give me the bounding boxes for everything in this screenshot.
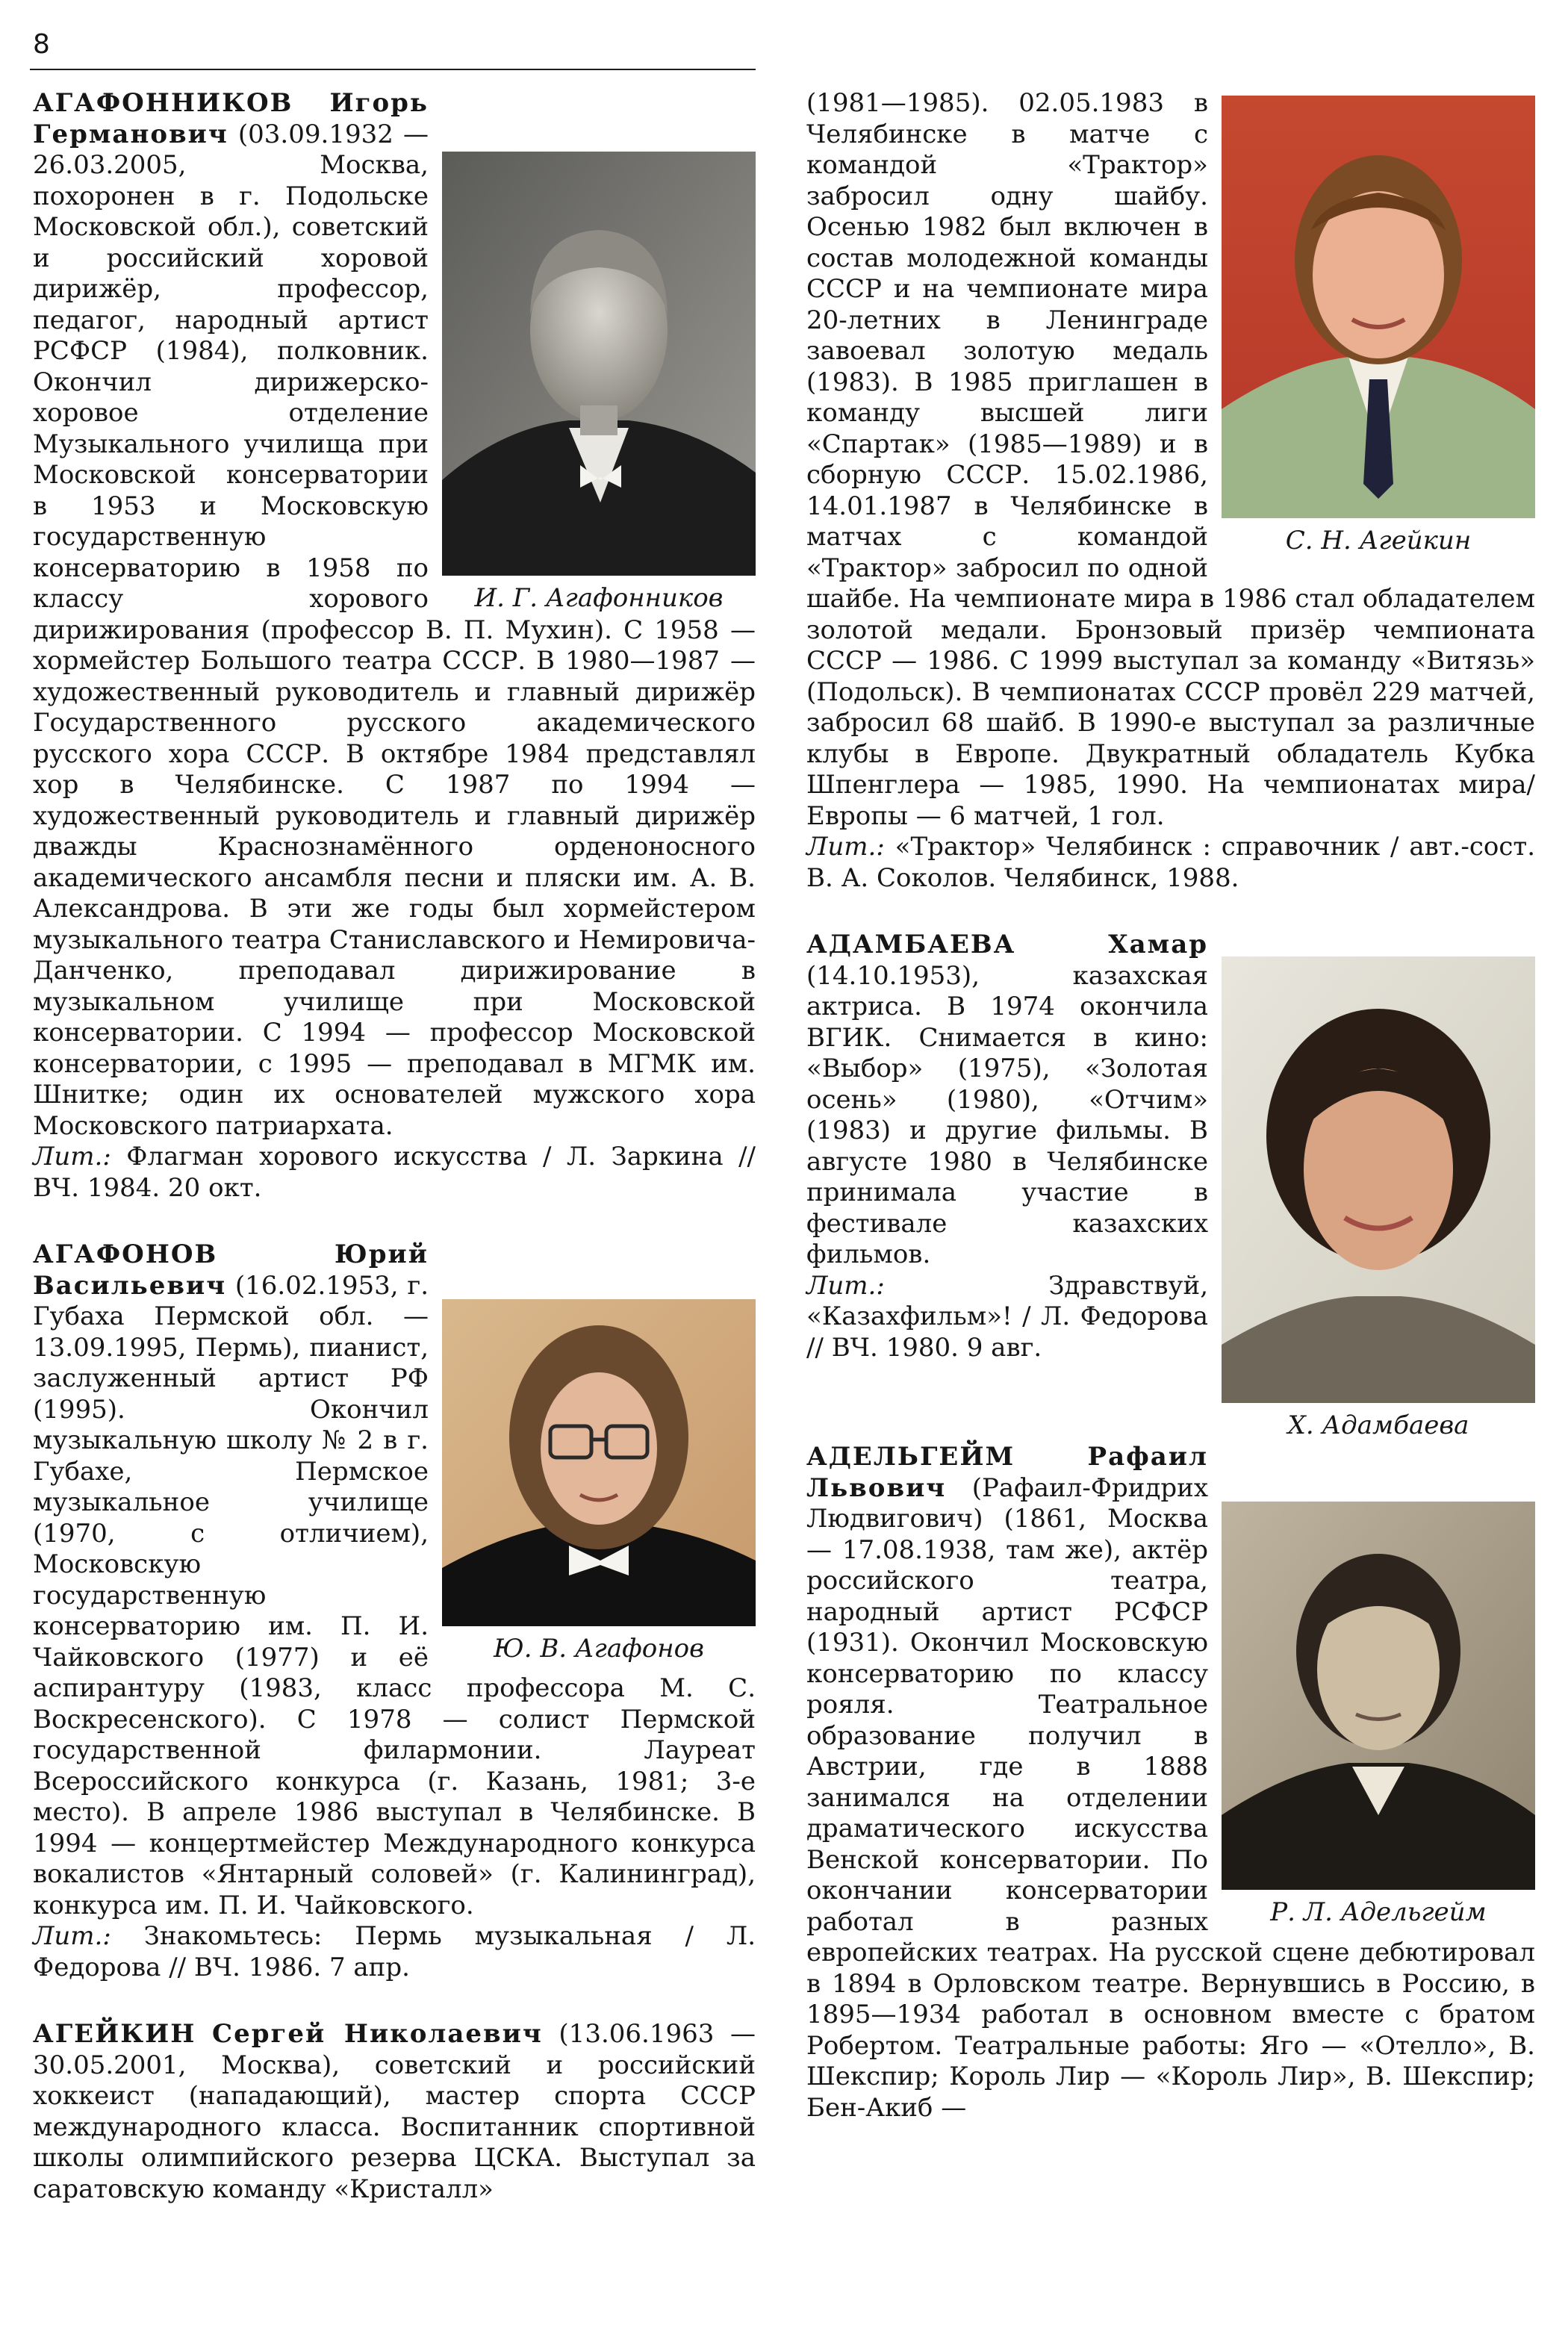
- entry-surname: АГЕЙКИН: [33, 2019, 196, 2049]
- entry-text: (16.02.1953, г. Губаха Пермской обл. — 13.09.1995, Пермь), пианист, заслуженный артист РФ (1995). Окончил музыкальную школу № 2 в г. Губахе, Пермское музыкальное училище (1970, с отличием), Московскую государственную консерваторию им. П. И. Чайковского (1977) и её аспирантуру (1983, класс профессора М. С. Воскресенского). С 1978 — солист Пермской государственной филармонии. Лауреат Всероссийского конкурса (г. Казань, 1981; 3-е место). В апреле 1986 выступал в Челябинске. В 1994 — концертмейстер Международного конкурса вокалистов «Янтарный соловей» (г. Калининград), конкурса им. П. И. Чайковского.: [33, 1270, 756, 1920]
- lit-label: Лит.:: [806, 832, 885, 862]
- lit-text: Здравствуй, «Казахфильм»! / Л. Федорова // ВЧ. 1980. 9 авг.: [806, 1270, 1208, 1363]
- literature-reference: [33, 1142, 756, 1204]
- portrait-figure: [442, 152, 756, 615]
- literature-reference: [806, 832, 1535, 894]
- right-column: [806, 88, 1535, 2124]
- portrait-caption: Ю. В. Агафонов: [494, 1634, 704, 1664]
- entry-ageikin-start: [33, 2019, 756, 2205]
- lit-label: Лит.:: [33, 1921, 111, 1951]
- portrait-photo: [442, 1299, 756, 1626]
- entry-surname: АДАМБАЕВА: [806, 930, 1016, 959]
- entry-adambaeva: [806, 930, 1535, 1440]
- page-number: 8: [33, 29, 50, 60]
- entry-text: (13.06.1963 — 30.05.2001, Москва), советский и российский хоккеист (нападающий), мастер спорта СССР международного класса. Воспитанник спортивной школы олимпийского резерва ЦСКА. Выступал за саратовскую команду «Кристалл»: [33, 2019, 756, 2204]
- entry-given-name: Хамар: [1108, 930, 1208, 959]
- portrait-figure: [1222, 1502, 1535, 1929]
- entry-agafonov: [33, 1239, 756, 1983]
- portrait-photo: [442, 152, 756, 576]
- entry-given-name: Рафаил Львович: [806, 1442, 1208, 1503]
- entry-surname: АГАФОННИКОВ: [33, 88, 293, 118]
- entry-surname: АДЕЛЬГЕЙМ: [806, 1442, 1015, 1472]
- entry-given-name: Сергей Николаевич: [212, 2019, 543, 2049]
- lit-label: Лит.:: [806, 1270, 885, 1301]
- portrait-figure: [1222, 96, 1535, 557]
- portrait-photo: [1222, 956, 1535, 1403]
- portrait-figure: [442, 1299, 756, 1665]
- portrait-figure: [1222, 956, 1535, 1442]
- literature-reference: [33, 1921, 756, 1983]
- entry-agafonnikov: [33, 88, 756, 1204]
- entry-text: (1981—1985). 02.05.1983 в Челябинске в матче с командой «Трактор» забросил одну шайбу. Осенью 1982 был включен в состав молодежной команды СССР и на чемпионате мира 20-летних в Ленинграде завоевал золотую медаль (1983). В 1985 приглашен в команду высшей лиги «Спартак» (1985—1989) и в сборную СССР. 15.02.1986, 14.01.1987 в Челябинске в матчах с командой «Трактор» забросил по одной шайбе. На чемпионате мира в 1986 стал обладателем золотой медали. Бронзовый призёр чемпионата СССР — 1986. С 1999 выступал за команду «Витязь» (Подольск). В чемпионатах СССР провёл 229 матчей, забросил 68 шайб. В 1990-е выступал за различные клубы в Европе. Двукратный обладатель Кубка Шпенглера — 1985, 1990. На чемпионатах мира/ Европы — 6 матчей, 1 гол.: [806, 88, 1535, 831]
- lit-text: Знакомьтесь: Пермь музыкальная / Л. Федорова // ВЧ. 1986. 7 апр.: [33, 1921, 756, 1982]
- portrait-caption: Р. Л. Адельгейм: [1270, 1897, 1487, 1927]
- entry-surname: АГАФОНОВ: [33, 1239, 218, 1269]
- entry-text: (14.10.1953), казахская актриса. В 1974 окончила ВГИК. Снимается в кино: «Выбор» (1975), «Золотая осень» (1980), «Отчим» (1983) и другие фильмы. В августе 1980 в Челябинске принимала участие в фестивале казахских фильмов.: [806, 960, 1208, 1269]
- portrait-photo: [1222, 1502, 1535, 1890]
- lit-text: Флагман хорового искусства / Л. Заркина // ВЧ. 1984. 20 окт.: [33, 1142, 756, 1203]
- portrait-caption: С. Н. Агейкин: [1285, 526, 1472, 556]
- portrait-caption: И. Г. Агафонников: [474, 583, 724, 613]
- entry-adelgeim: [806, 1442, 1535, 2124]
- entry-given-name: Юрий Васильевич: [33, 1239, 429, 1301]
- entry-ageikin-continued: [806, 88, 1535, 894]
- portrait-photo: [1222, 96, 1535, 518]
- entry-given-name: Игорь Германович: [33, 88, 429, 149]
- entry-text: (Рафаил-Фридрих Людвигович) (1861, Москва — 17.08.1938, там же), актёр российского театра, народный артист РСФСР (1931). Окончил Московскую консерваторию по классу рояля. Театральное образование получил в Австрии, где в 1888 занимался на отделении драматического искусства Венской консерватории. По окончании консерватории работал в разных европейских театрах. На русской сцене дебютировал в 1894 в Орловском театре. Вернувшись в Россию, в 1895—1934 работал в основном вместе с братом Робертом. Театральные работы: Яго — «Отелло», В. Шекспир; Король Лир — «Король Лир», В. Шекспир; Бен-Акиб —: [806, 1472, 1535, 2123]
- lit-label: Лит.:: [33, 1142, 111, 1172]
- header-rule: [30, 69, 756, 70]
- lit-text: «Трактор» Челябинск : справочник / авт.-сост. В. А. Соколов. Челябинск, 1988.: [806, 832, 1536, 893]
- entry-text: (03.09.1932 — 26.03.2005, Москва, похоронен в г. Подольске Московской обл.), советский и российский хоровой дирижёр, профессор, педагог, народный артист РСФСР (1984), полковник. Окончил дирижерско-хоровое отделение Музыкального училища при Московской консерватории в 1953 и Московскую государственную консерваторию в 1958 по классу хорового дирижирования (профессор В. П. Мухин). С 1958 — хормейстер Большого театра СССР. В 1980—1987 — художественный руководитель и главный дирижёр Государственного русского академического русского хора СССР. В октябре 1984 представлял хор в Челябинске. С 1987 по 1994 — художественный руководитель и главный дирижёр дважды Краснознамённого орденоносного академического ансамбля песни и пляски им. А. В. Александрова. В эти же годы был хормейстером музыкального театра Станиславского и Немировича-Данченко, преподавал дирижирование в музыкальном училище при Московской консерватории. С 1994 — профессор Московской консерватории, с 1995 — преподавал в МГМК им. Шнитке; один их основателей мужского хора Московского патриархата.: [33, 119, 756, 1141]
- left-column: [33, 88, 756, 2205]
- portrait-caption: Х. Адамбаева: [1287, 1410, 1469, 1440]
